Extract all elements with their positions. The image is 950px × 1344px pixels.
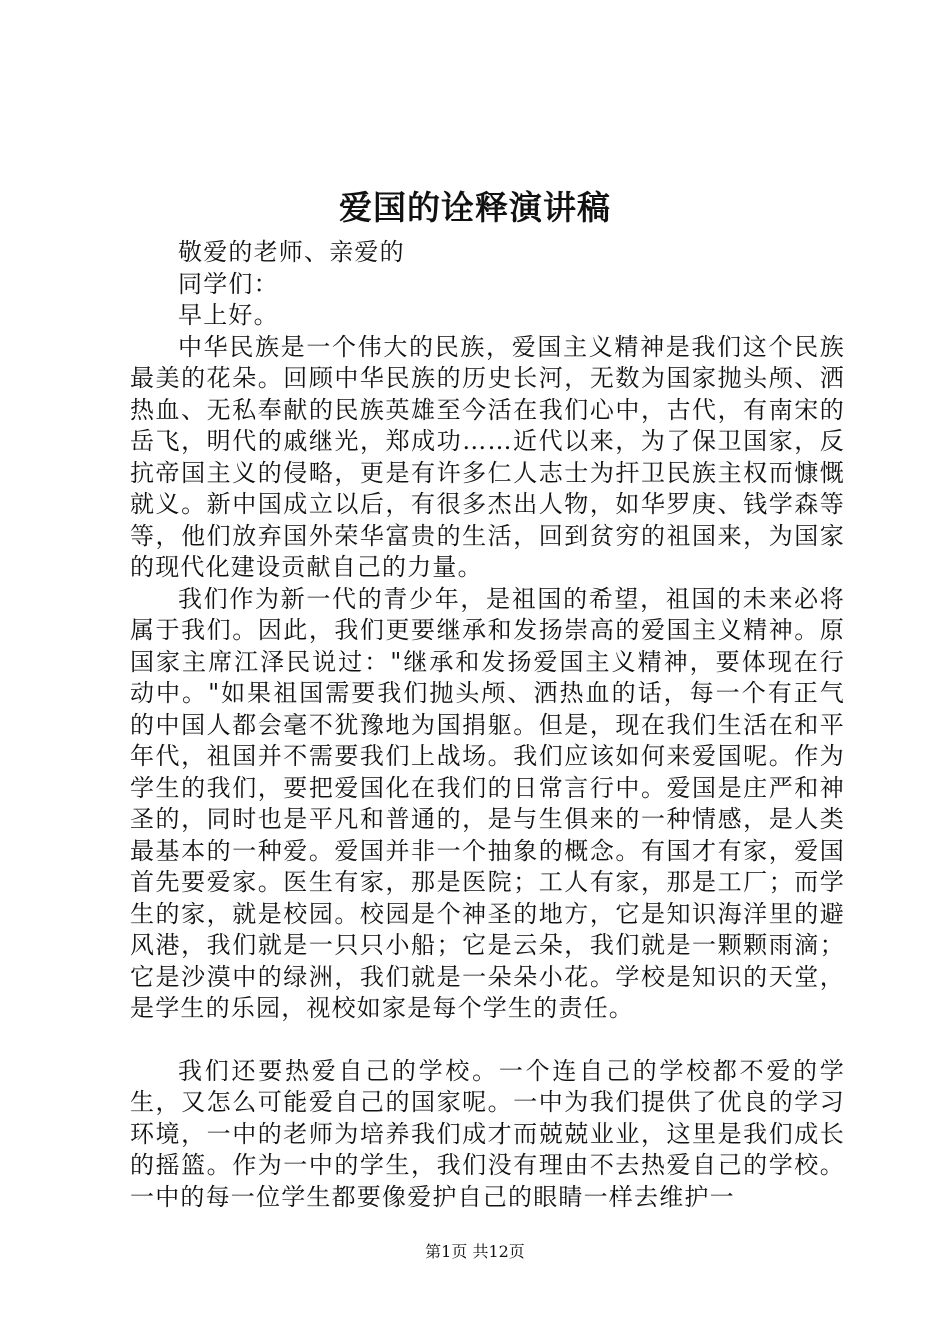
- greeting-line-1: 敬爱的老师、亲爱的: [178, 238, 405, 266]
- greeting-line-2: 同学们：: [178, 269, 279, 298]
- document-title: 爱国的诠释演讲稿: [339, 188, 611, 227]
- body-paragraph-2: 我们作为新一代的青少年，是祖国的希望，祖国的未来必将属于我们。因此，我们更要继承和发扬崇高的爱国主义精神。原国家主席江泽民说过："继承和发扬爱国主义精神，要体现在行动中。"如果祖国需要我们抛头颅、洒热血的话，每一个有正气的中国人都会毫不犹豫地为国捐躯。但是，现在我们生活在和平年代，祖国并不需要我们上战场。我们应该如何来爱国呢。作为学生的我们，要把爱国化在我们的日常言行中。爱国是庄严和神圣的，同时也是平凡和普通的，是与生俱来的一种情感，是人类最基本的一种爱。爱国并非一个抽象的概念。有国才有家，爱国首先要爱家。医生有家，那是医院；工人有家，那是工厂；而学生的家，就是校园。校园是个神圣的地方，它是知识海洋里的避风港，我们就是一只只小船；它是云朵，我们就是一颗颗雨滴；它是沙漠中的绿洲，我们就是一朵朵小花。学校是知识的天堂，是学生的乐园，视校如家是每个学生的责任。: [130, 584, 845, 1022]
- body-paragraph-1: 中华民族是一个伟大的民族，爱国主义精神是我们这个民族最美的花朵。回顾中华民族的历史长河，无数为国家抛头颅、洒热血、无私奉献的民族英雄至今活在我们心中，古代，有南宋的岳飞，明代的戚继光，郑成功……近代以来，为了保卫国家，反抗帝国主义的侵略，更是有许多仁人志士为扞卫民族主权而慷慨就义。新中国成立以后，有很多杰出人物，如华罗庚、钱学森等等，他们放弃国外荣华富贵的生活，回到贫穷的祖国来，为国家的现代化建设贡献自己的力量。: [130, 332, 845, 581]
- greeting-line-3: 早上好。: [178, 301, 279, 329]
- page-footer: 第1页 共12页: [425, 1242, 525, 1261]
- body-paragraph-3: 我们还要热爱自己的学校。一个连自己的学校都不爱的学生，又怎么可能爱自己的国家呢。一中为我们提供了优良的学习环境，一中的老师为培养我们成才而兢兢业业，这里是我们成长的摇篮。作为一中的学生，我们没有理由不去热爱自己的学校。一中的每一位学生都要像爱护自己的眼睛一样去维护一: [130, 1056, 845, 1211]
- document-body: [130, 237, 845, 1213]
